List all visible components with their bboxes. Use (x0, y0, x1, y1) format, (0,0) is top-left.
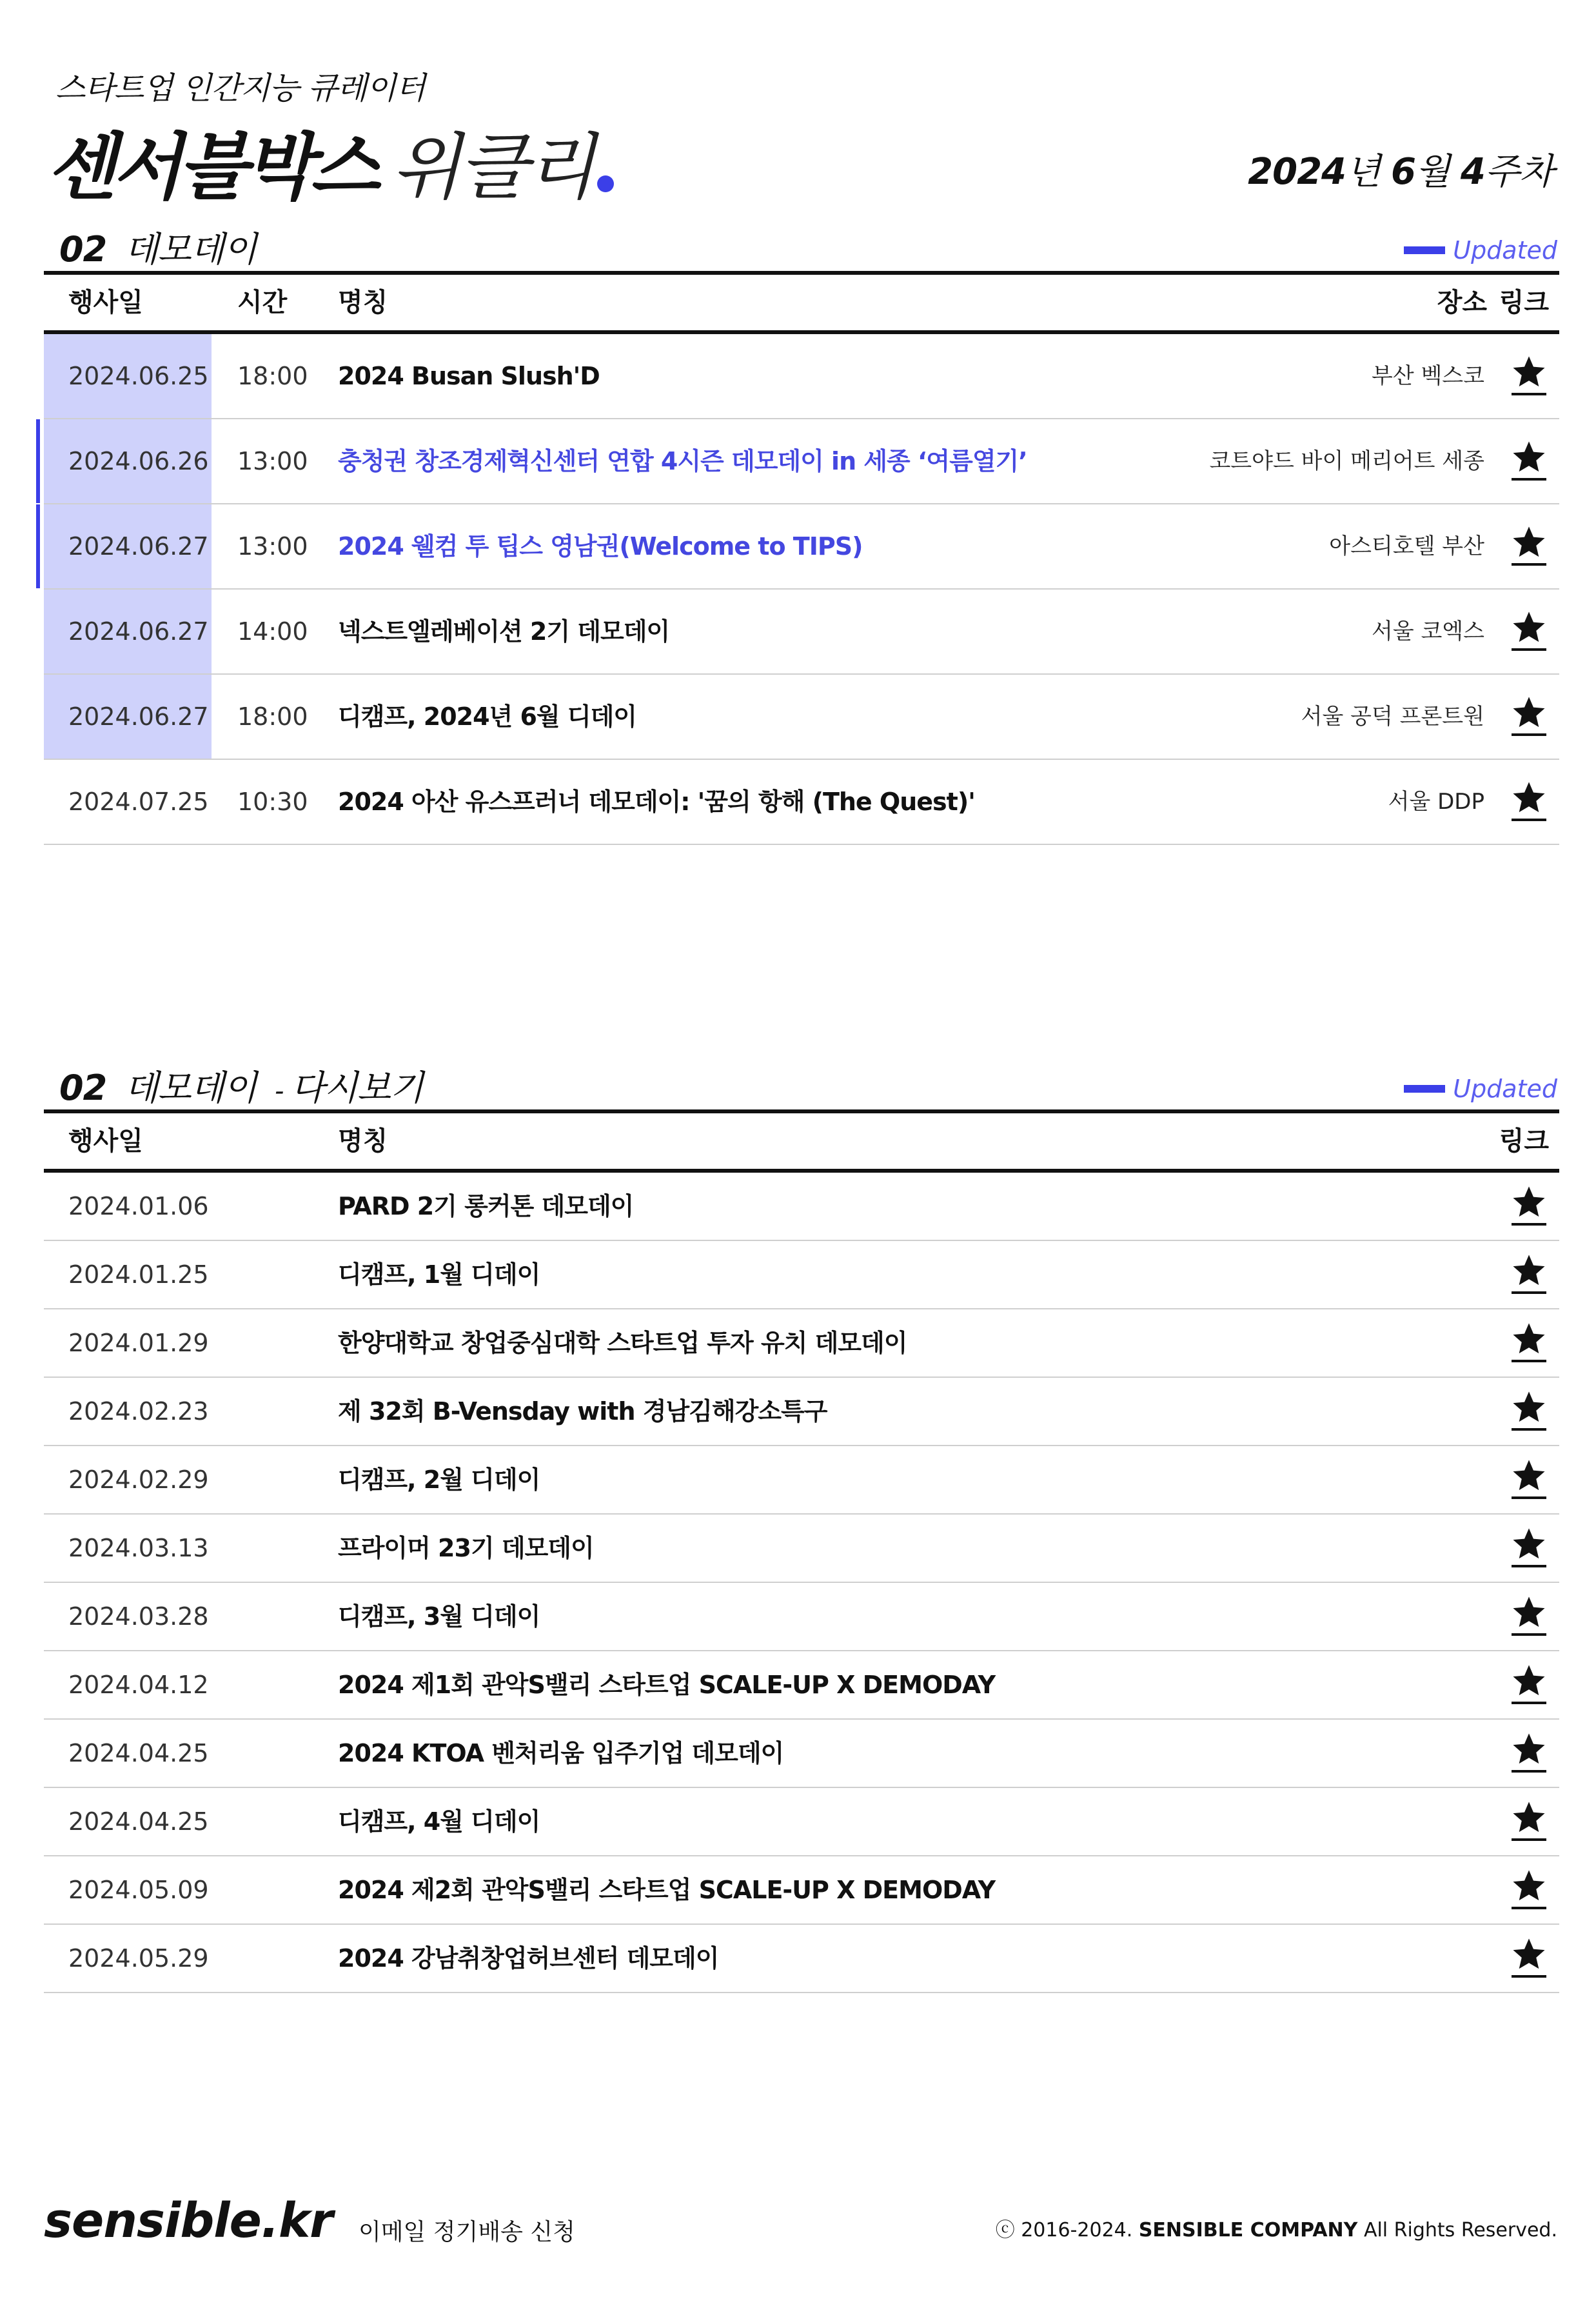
event-venue: 아스티호텔 부산 (1329, 533, 1484, 559)
event-time: 18:00 (237, 702, 308, 731)
table-row (44, 590, 1559, 675)
table-header (44, 1113, 1559, 1169)
replay-table-body (44, 1173, 1559, 1993)
link-underline (1512, 1907, 1546, 1909)
star-icon (1512, 610, 1546, 644)
header-subtitle: 스타트업 인간지능 큐레이터 (55, 70, 425, 106)
event-date: 2024.06.27 (68, 617, 209, 646)
link-star-icon[interactable] (1512, 1389, 1546, 1433)
event-venue: 서울 DDP (1388, 789, 1484, 815)
event-date: 2024.04.25 (68, 1739, 209, 1767)
link-star-icon[interactable] (1512, 1321, 1546, 1365)
link-underline (1512, 1223, 1546, 1226)
star-icon (1512, 1526, 1546, 1561)
col-venue: 장소 (1437, 288, 1487, 317)
event-date: 2024.03.13 (68, 1534, 209, 1562)
event-name: 넥스트엘레베이션 2기 데모데이 (338, 617, 670, 646)
section2-heading (59, 1060, 423, 1110)
brand-title (46, 110, 614, 210)
star-icon (1512, 1595, 1546, 1629)
link-underline (1512, 1838, 1546, 1841)
demoday-table (44, 271, 1559, 845)
link-star-icon[interactable] (1512, 524, 1546, 568)
table-row (44, 1378, 1559, 1446)
table-header (44, 275, 1559, 330)
col-date: 행사일 (68, 1126, 143, 1156)
event-time: 10:30 (237, 788, 308, 816)
link-underline (1512, 1633, 1546, 1636)
star-icon (1512, 1868, 1546, 1903)
link-underline (1512, 1770, 1546, 1773)
event-date: 2024.06.27 (68, 702, 209, 731)
star-icon (1512, 1184, 1546, 1219)
event-date: 2024.05.29 (68, 1944, 209, 1973)
issue-date (1248, 143, 1553, 195)
copyright-prefix: ⓒ 2016-2024. (995, 2219, 1133, 2241)
star-icon (1512, 1800, 1546, 1834)
star-icon (1512, 1936, 1546, 1971)
event-date: 2024.06.25 (68, 362, 209, 390)
event-name: 디캠프, 1월 디데이 (338, 1260, 540, 1289)
link-star-icon[interactable] (1512, 780, 1546, 824)
star-icon (1512, 354, 1546, 389)
updated-label: Updated (1453, 1075, 1557, 1103)
rights-text: All Rights Reserved. (1363, 2219, 1557, 2241)
updated-row-marker (36, 419, 40, 503)
event-name: 2024 아산 유스프러너 데모데이: '꿈의 항해 (The Quest)' (338, 788, 975, 816)
table-row (44, 760, 1559, 845)
company-name: SENSIBLE COMPANY (1138, 2219, 1358, 2241)
star-icon (1512, 1663, 1546, 1698)
updated-marker-icon (1404, 1085, 1445, 1093)
col-time: 시간 (237, 288, 288, 317)
link-underline (1512, 393, 1546, 395)
event-date: 2024.01.29 (68, 1329, 209, 1357)
event-name: 디캠프, 4월 디데이 (338, 1807, 540, 1836)
issue-year-unit: 년 (1346, 151, 1381, 193)
event-date: 2024.06.26 (68, 447, 209, 475)
link-star-icon[interactable] (1512, 1936, 1546, 1980)
star-icon (1512, 780, 1546, 815)
table-row (44, 1309, 1559, 1378)
issue-month-unit: 월 (1415, 151, 1450, 193)
event-venue: 서울 코엑스 (1371, 619, 1484, 644)
table-row (44, 1515, 1559, 1583)
star-icon (1512, 695, 1546, 730)
section1-heading (59, 222, 257, 272)
col-name: 명칭 (338, 1126, 388, 1156)
table-row (44, 1241, 1559, 1309)
star-icon (1512, 1253, 1546, 1287)
link-underline (1512, 563, 1546, 566)
issue-month: 6 (1390, 151, 1415, 193)
link-star-icon[interactable] (1512, 1184, 1546, 1228)
table-row (44, 1583, 1559, 1651)
subscribe-link[interactable]: 이메일 정기배송 신청 (359, 2219, 575, 2245)
replay-table (44, 1109, 1559, 1993)
link-underline (1512, 1496, 1546, 1499)
table-row (44, 1446, 1559, 1515)
issue-week: 4 (1460, 151, 1485, 193)
brand-dot-icon (597, 175, 614, 192)
event-time: 13:00 (237, 447, 308, 475)
link-underline (1512, 1975, 1546, 1978)
event-date: 2024.02.23 (68, 1397, 209, 1426)
table-row (44, 1856, 1559, 1925)
event-date: 2024.02.29 (68, 1466, 209, 1494)
event-name: 디캠프, 3월 디데이 (338, 1602, 540, 1631)
copyright (996, 2214, 1557, 2242)
table-row (44, 1651, 1559, 1720)
section1-number: 02 (59, 229, 107, 270)
link-underline (1512, 478, 1546, 481)
event-name: 프라이머 23기 데모데이 (338, 1534, 594, 1562)
star-icon (1512, 1731, 1546, 1766)
event-name: 2024 Busan Slush'D (338, 362, 600, 390)
event-name: 2024 KTOA 벤처리움 입주기업 데모데이 (338, 1739, 784, 1767)
link-star-icon[interactable] (1512, 1731, 1546, 1775)
star-icon (1512, 1389, 1546, 1424)
event-time: 14:00 (237, 617, 308, 646)
link-star-icon[interactable] (1512, 1595, 1546, 1638)
star-icon (1512, 524, 1546, 559)
link-star-icon[interactable] (1512, 354, 1546, 398)
section2-title: 데모데이 (124, 1068, 257, 1108)
table-row (44, 419, 1559, 504)
link-star-icon[interactable] (1512, 1663, 1546, 1707)
link-underline (1512, 1360, 1546, 1362)
col-name: 명칭 (338, 288, 388, 317)
event-date: 2024.01.25 (68, 1260, 209, 1289)
link-star-icon[interactable] (1512, 1526, 1546, 1570)
link-star-icon[interactable] (1512, 439, 1546, 483)
link-star-icon[interactable] (1512, 1868, 1546, 1912)
col-link: 링크 (1499, 1126, 1549, 1156)
event-venue: 코트야드 바이 메리어트 세종 (1209, 448, 1484, 474)
star-icon (1512, 1458, 1546, 1493)
link-underline (1512, 1565, 1546, 1567)
col-date: 행사일 (68, 288, 143, 317)
event-time: 18:00 (237, 362, 308, 390)
event-date: 2024.05.09 (68, 1876, 209, 1904)
section2-updated-legend (1404, 1075, 1557, 1103)
link-underline (1512, 648, 1546, 651)
link-star-icon[interactable] (1512, 610, 1546, 653)
event-name: 제 32회 B-Vensday with 경남김해강소특구 (338, 1397, 827, 1426)
event-name: 2024 강남취창업허브센터 데모데이 (338, 1944, 719, 1973)
table-row (44, 1925, 1559, 1993)
demoday-table-body (44, 334, 1559, 845)
event-date: 2024.07.25 (68, 788, 209, 816)
event-name: PARD 2기 롱커톤 데모데이 (338, 1192, 634, 1220)
table-row (44, 504, 1559, 590)
brand-weekly: 위클리 (391, 126, 593, 210)
table-row (44, 1720, 1559, 1788)
link-underline (1512, 1428, 1546, 1431)
event-name: 디캠프, 2024년 6월 디데이 (338, 702, 636, 731)
section1-updated-legend (1404, 236, 1557, 264)
event-venue: 서울 공덕 프론트원 (1301, 704, 1484, 730)
event-time: 13:00 (237, 532, 308, 561)
link-star-icon[interactable] (1512, 1458, 1546, 1502)
updated-marker-icon (1404, 246, 1445, 254)
table-row (44, 675, 1559, 760)
event-date: 2024.06.27 (68, 532, 209, 561)
section2-title-suffix: 다시보기 (291, 1068, 424, 1108)
event-date: 2024.01.06 (68, 1192, 209, 1220)
table-row (44, 334, 1559, 419)
event-date: 2024.04.25 (68, 1807, 209, 1836)
event-name: 2024 제2회 관악S밸리 스타트업 SCALE-UP X DEMODAY (338, 1876, 996, 1904)
link-underline (1512, 1702, 1546, 1704)
star-icon (1512, 439, 1546, 474)
issue-week-unit: 주차 (1484, 151, 1553, 193)
link-star-icon[interactable] (1512, 1253, 1546, 1297)
section2-separator: - (274, 1077, 284, 1106)
table-row (44, 1788, 1559, 1856)
section1-title: 데모데이 (124, 229, 257, 270)
event-name: 한양대학교 창업중심대학 스타트업 투자 유치 데모데이 (338, 1329, 907, 1357)
event-name: 충청권 창조경제혁신센터 연합 4시즌 데모데이 in 세종 ‘여름열기’ (338, 447, 1027, 475)
event-name: 2024 웰컴 투 팁스 영남권(Welcome to TIPS) (338, 532, 863, 561)
event-date: 2024.04.12 (68, 1671, 209, 1699)
issue-year: 2024 (1248, 151, 1346, 193)
event-name: 2024 제1회 관악S밸리 스타트업 SCALE-UP X DEMODAY (338, 1671, 996, 1699)
link-underline (1512, 1291, 1546, 1294)
event-date: 2024.03.28 (68, 1602, 209, 1631)
star-icon (1512, 1321, 1546, 1356)
event-venue: 부산 벡스코 (1371, 363, 1484, 389)
brand-name: 센서블박스 (46, 126, 376, 210)
updated-row-marker (36, 504, 40, 588)
section2-number: 02 (59, 1068, 107, 1108)
link-underline (1512, 733, 1546, 736)
table-row (44, 1173, 1559, 1241)
event-name: 디캠프, 2월 디데이 (338, 1466, 540, 1494)
link-star-icon[interactable] (1512, 1800, 1546, 1844)
link-star-icon[interactable] (1512, 695, 1546, 739)
link-underline (1512, 819, 1546, 821)
col-link: 링크 (1499, 288, 1549, 317)
footer-logo[interactable]: sensible.kr (44, 2193, 333, 2249)
updated-label: Updated (1453, 236, 1557, 264)
